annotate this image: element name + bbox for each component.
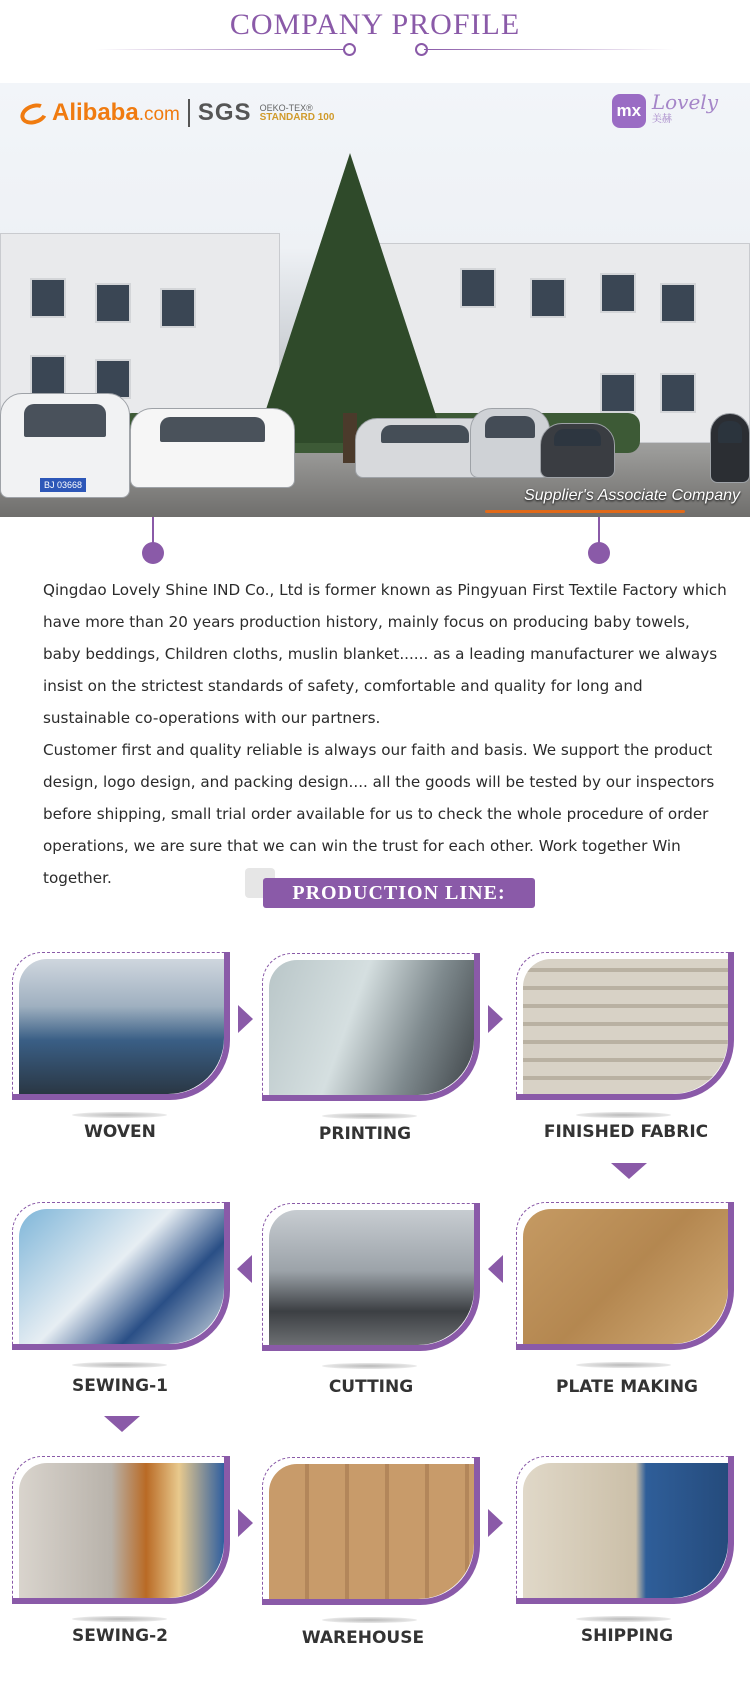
arrow-left-icon: [488, 1255, 503, 1283]
car: [540, 423, 615, 478]
alibaba-word: Alibaba: [52, 99, 139, 126]
connector-dot-left: [142, 542, 164, 564]
arrow-left-icon: [237, 1255, 252, 1283]
company-description: [43, 574, 728, 894]
step-label-warehouse: WAREHOUSE: [301, 1628, 425, 1648]
alibaba-logo: [20, 99, 180, 127]
window: [460, 268, 496, 308]
tagline-underline: [485, 510, 685, 513]
card-shadow: [72, 1616, 167, 1622]
connector-line-right: [598, 517, 600, 545]
card-shadow: [322, 1113, 417, 1119]
arrow-right-icon: [488, 1509, 503, 1537]
car: [470, 408, 550, 478]
logo-separator: [188, 99, 190, 127]
window: [160, 288, 196, 328]
step-label-cutting: CUTTING: [328, 1377, 414, 1397]
alibaba-suffix: .com: [138, 104, 180, 125]
card-shadow: [72, 1112, 167, 1118]
arrow-down-icon: [611, 1163, 647, 1179]
card-shadow: [322, 1363, 417, 1369]
oeko-tex-logo: [260, 103, 335, 123]
car: [130, 408, 295, 488]
arrow-right-icon: [238, 1005, 253, 1033]
lovely-mark-icon: mx: [612, 94, 646, 128]
window: [600, 273, 636, 313]
step-card-warehouse: [262, 1457, 480, 1605]
description-paragraph-1: Qingdao Lovely Shine IND Co., Ltd is former known as Pingyuan First Textile Factory which have more than 20 years production history, mainly focus on producing baby towels, baby beddings, Children cloths, muslin blanket...... as a leading manufacturer we always insist on the strictest standards of safety, comfortable and quality for long and sustainable co-operations with our partners.: [43, 581, 727, 727]
woven-photo: [19, 959, 224, 1094]
window: [530, 278, 566, 318]
pine-tree: [255, 153, 445, 443]
arrow-right-icon: [238, 1509, 253, 1537]
arrow-right-icon: [488, 1005, 503, 1033]
step-card-finished-fabric: [516, 952, 734, 1100]
step-label-printing: PRINTING: [318, 1124, 412, 1144]
card-shadow: [576, 1112, 671, 1118]
arrow-down-icon: [104, 1416, 140, 1432]
lovely-brand-logo: [612, 90, 718, 129]
lovely-wordmark: [651, 90, 718, 129]
oeko-tex-name: OEKO-TEX®: [259, 103, 313, 113]
step-label-finished-fabric: FINISHED FABRIC: [543, 1122, 709, 1142]
plate-making-photo: [523, 1209, 728, 1344]
oeko-tex-standard: STANDARD 100: [259, 112, 335, 123]
window: [660, 373, 696, 413]
finished-fabric-photo: [523, 959, 728, 1094]
step-card-printing: [262, 953, 480, 1101]
sewing-2-photo: [19, 1463, 224, 1598]
header-ring-left: [343, 43, 356, 56]
step-card-plate-making: [516, 1202, 734, 1350]
step-card-woven: [12, 952, 230, 1100]
step-card-sewing-2: [12, 1456, 230, 1604]
step-label-plate-making: PLATE MAKING: [555, 1377, 698, 1397]
header-divider-right: [424, 49, 674, 50]
certification-logos: [20, 93, 334, 133]
window: [30, 278, 66, 318]
production-line-title: PRODUCTION LINE:: [263, 878, 535, 908]
lovely-chinese: 美赫: [651, 114, 672, 125]
printing-photo: [269, 960, 474, 1095]
connector-line-left: [152, 517, 154, 545]
page-title: COMPANY PROFILE: [229, 8, 521, 41]
card-shadow: [72, 1362, 167, 1368]
factory-photo: [0, 83, 750, 517]
step-card-sewing-1: [12, 1202, 230, 1350]
description-paragraph-2: Customer first and quality reliable is always our faith and basis. We support the product design, logo design, and packing design.... all the goods will be tested by our inspectors before shipping, small trial order available for us to check the whole procedure of order operations, we are sure that we can win the trust for each other. Work together Win together.: [43, 741, 715, 887]
sgs-logo: SGS: [197, 99, 252, 126]
card-shadow: [322, 1617, 417, 1623]
shipping-photo: [523, 1463, 728, 1598]
production-line-banner: [245, 868, 535, 910]
alibaba-e-icon: [17, 99, 50, 127]
step-label-woven: WOVEN: [84, 1122, 156, 1142]
step-label-sewing-1: SEWING-1: [72, 1376, 168, 1396]
step-label-shipping: SHIPPING: [580, 1626, 674, 1646]
window: [600, 373, 636, 413]
step-label-sewing-2: SEWING-2: [72, 1626, 168, 1646]
step-card-cutting: [262, 1203, 480, 1351]
lovely-word: Lovely: [651, 90, 718, 114]
warehouse-photo: [269, 1464, 474, 1599]
photo-tagline: Supplier's Associate Company: [524, 487, 740, 504]
window: [660, 283, 696, 323]
license-plate: BJ 03668: [40, 478, 86, 492]
header-divider-left: [95, 49, 345, 50]
page-header: [0, 0, 750, 82]
window: [95, 283, 131, 323]
car: [710, 413, 750, 483]
card-shadow: [576, 1362, 671, 1368]
connector-dot-right: [588, 542, 610, 564]
window: [30, 355, 66, 395]
card-shadow: [576, 1616, 671, 1622]
cutting-photo: [269, 1210, 474, 1345]
sewing-1-photo: [19, 1209, 224, 1344]
step-card-shipping: [516, 1456, 734, 1604]
